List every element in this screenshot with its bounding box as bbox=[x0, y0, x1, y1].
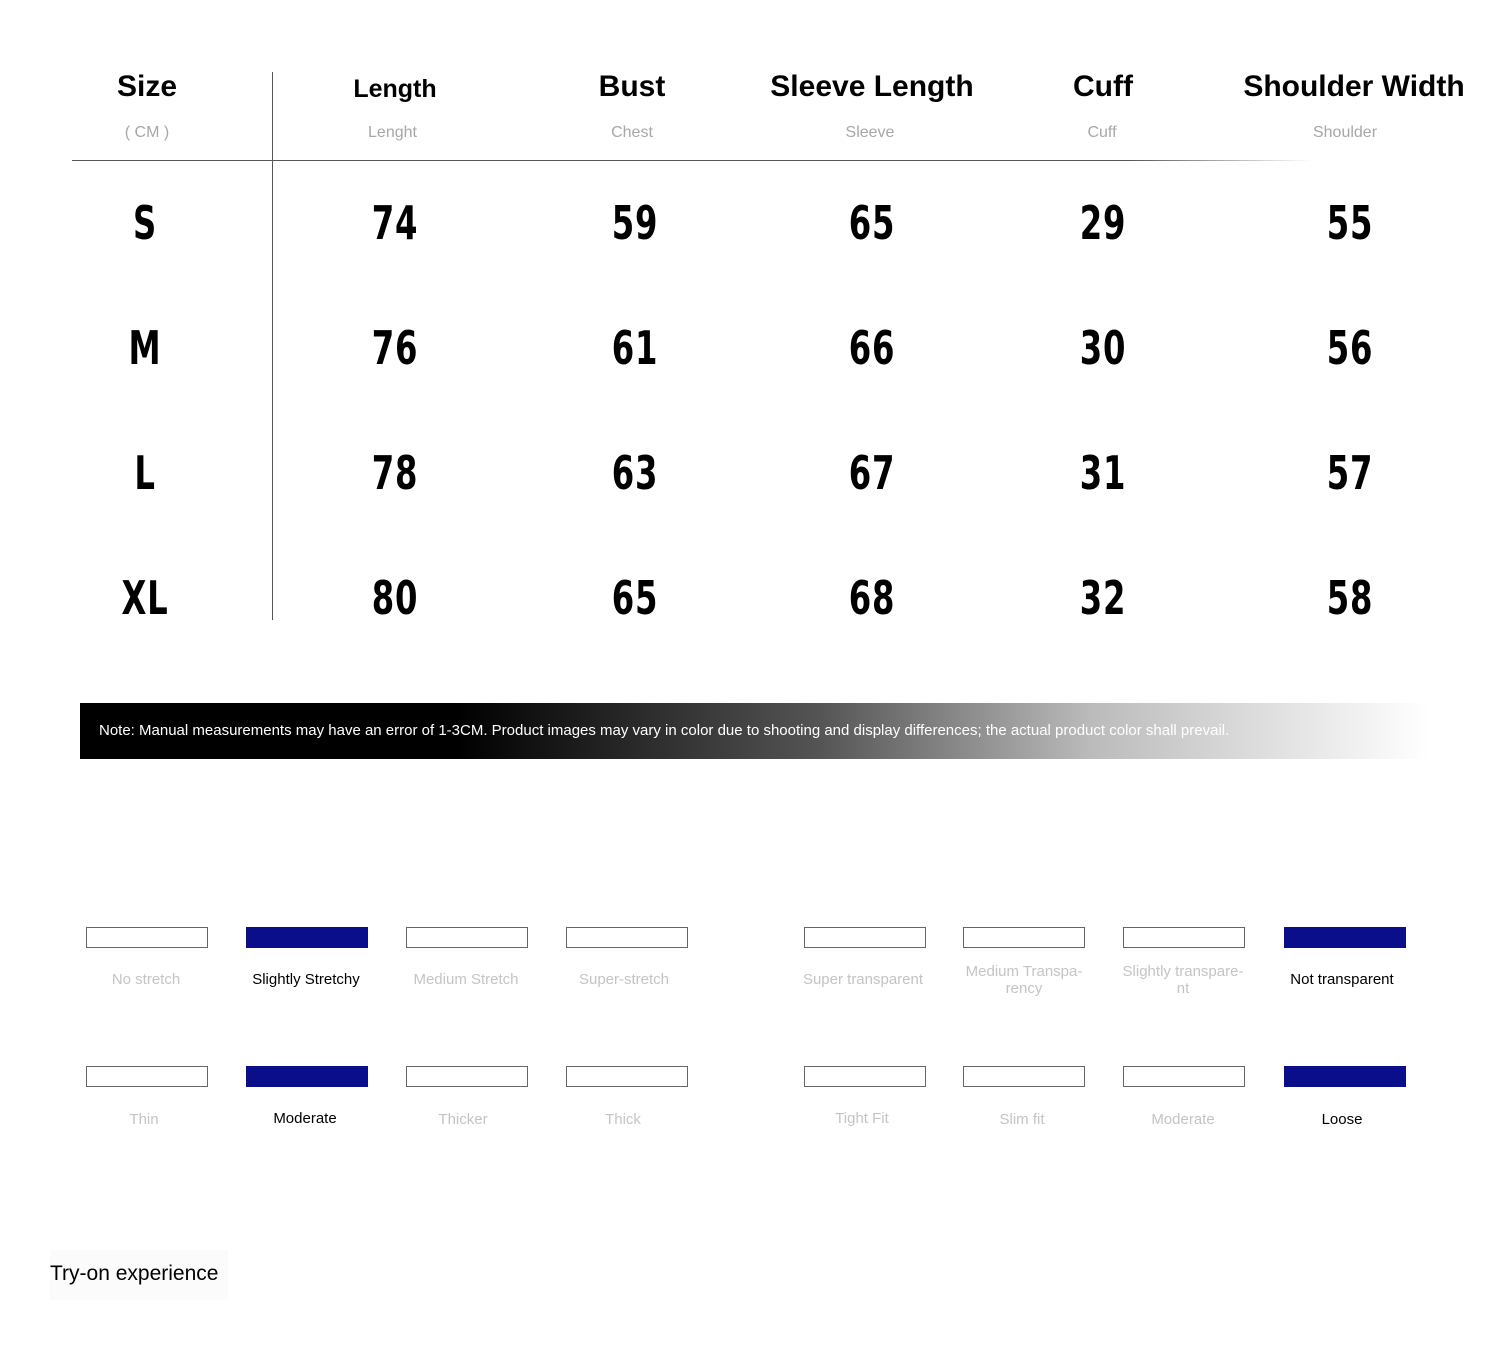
thickness-option-label: Thicker bbox=[438, 1111, 488, 1128]
table-cell-sleeve: 65 bbox=[848, 196, 896, 250]
fit-option-indicator bbox=[963, 1066, 1085, 1087]
transparency-option-label: Not transparent bbox=[1290, 971, 1394, 988]
subheader-shoulder: Shoulder bbox=[1312, 124, 1378, 141]
subheader-sleeve: Sleeve bbox=[845, 124, 895, 141]
table-cell-shoulder: 56 bbox=[1326, 321, 1374, 375]
table-cell-sleeve: 67 bbox=[848, 446, 896, 500]
fit-option-label: Tight Fit bbox=[835, 1110, 889, 1127]
header-length: Length bbox=[353, 75, 437, 103]
fit-option-label: Loose bbox=[1321, 1111, 1363, 1128]
subheader-length: Lenght bbox=[368, 124, 417, 141]
stretch-option-indicator bbox=[566, 927, 688, 948]
transparency-option-label: Medium Transpa-rency bbox=[965, 963, 1083, 997]
subheader-cuff: Cuff bbox=[1087, 124, 1117, 141]
stretch-option-label: Super-stretch bbox=[578, 971, 670, 988]
table-header-divider bbox=[72, 160, 1312, 161]
header-cuff: Cuff bbox=[1073, 70, 1133, 103]
table-cell-sleeve: 66 bbox=[848, 321, 896, 375]
header-bust: Bust bbox=[598, 70, 666, 103]
fit-option-indicator bbox=[1284, 1066, 1406, 1087]
thickness-option-label: Thin bbox=[129, 1111, 159, 1128]
header-sleeve-length: Sleeve Length bbox=[770, 70, 974, 103]
table-cell-length: 76 bbox=[371, 321, 419, 375]
table-cell-bust: 65 bbox=[611, 571, 659, 625]
table-column-divider bbox=[272, 72, 273, 620]
thickness-option-label: Moderate bbox=[273, 1110, 337, 1127]
table-cell-shoulder: 57 bbox=[1326, 446, 1374, 500]
stretch-option-indicator bbox=[246, 927, 368, 948]
measurement-note: Note: Manual measurements may have an error of 1-3CM. Product images may vary in color due to shooting and display differences; the actual product color shall prevail. bbox=[80, 703, 1428, 759]
stretch-option-label: Medium Stretch bbox=[413, 971, 519, 988]
table-cell-size: M bbox=[128, 321, 162, 375]
table-cell-size: S bbox=[132, 196, 158, 250]
table-cell-bust: 61 bbox=[611, 321, 659, 375]
stretch-option-indicator bbox=[406, 927, 528, 948]
table-cell-length: 78 bbox=[371, 446, 419, 500]
table-cell-sleeve: 68 bbox=[848, 571, 896, 625]
transparency-option-indicator bbox=[804, 927, 926, 948]
fit-option-indicator bbox=[1123, 1066, 1245, 1087]
table-cell-length: 80 bbox=[371, 571, 419, 625]
transparency-option-indicator bbox=[963, 927, 1085, 948]
table-cell-size: XL bbox=[121, 571, 169, 625]
table-cell-cuff: 30 bbox=[1079, 321, 1127, 375]
subheader-chest: Chest bbox=[611, 124, 653, 141]
tryon-experience-heading: Try-on experience bbox=[50, 1250, 228, 1300]
transparency-option-indicator bbox=[1284, 927, 1406, 948]
thickness-option-label: Thick bbox=[605, 1111, 641, 1128]
fit-option-indicator bbox=[804, 1066, 926, 1087]
transparency-option-label: Super transparent bbox=[802, 971, 924, 988]
subheader-unit: ( CM ) bbox=[124, 124, 170, 141]
table-cell-cuff: 29 bbox=[1079, 196, 1127, 250]
transparency-option-indicator bbox=[1123, 927, 1245, 948]
header-size: Size bbox=[116, 70, 178, 103]
transparency-option-label: Slightly transpare-nt bbox=[1122, 963, 1244, 997]
table-cell-cuff: 31 bbox=[1079, 446, 1127, 500]
table-cell-shoulder: 58 bbox=[1326, 571, 1374, 625]
header-shoulder-width: Shoulder Width bbox=[1243, 70, 1465, 103]
table-cell-length: 74 bbox=[371, 196, 419, 250]
stretch-option-label: Slightly Stretchy bbox=[252, 971, 360, 988]
thickness-option-indicator bbox=[246, 1066, 368, 1087]
table-cell-bust: 63 bbox=[611, 446, 659, 500]
thickness-option-indicator bbox=[566, 1066, 688, 1087]
fit-option-label: Moderate bbox=[1151, 1111, 1215, 1128]
stretch-option-indicator bbox=[86, 927, 208, 948]
stretch-option-label: No stretch bbox=[111, 971, 181, 988]
thickness-option-indicator bbox=[86, 1066, 208, 1087]
table-cell-size: L bbox=[134, 446, 156, 500]
table-cell-bust: 59 bbox=[611, 196, 659, 250]
thickness-option-indicator bbox=[406, 1066, 528, 1087]
fit-option-label: Slim fit bbox=[999, 1111, 1045, 1128]
table-cell-cuff: 32 bbox=[1079, 571, 1127, 625]
table-cell-shoulder: 55 bbox=[1326, 196, 1374, 250]
